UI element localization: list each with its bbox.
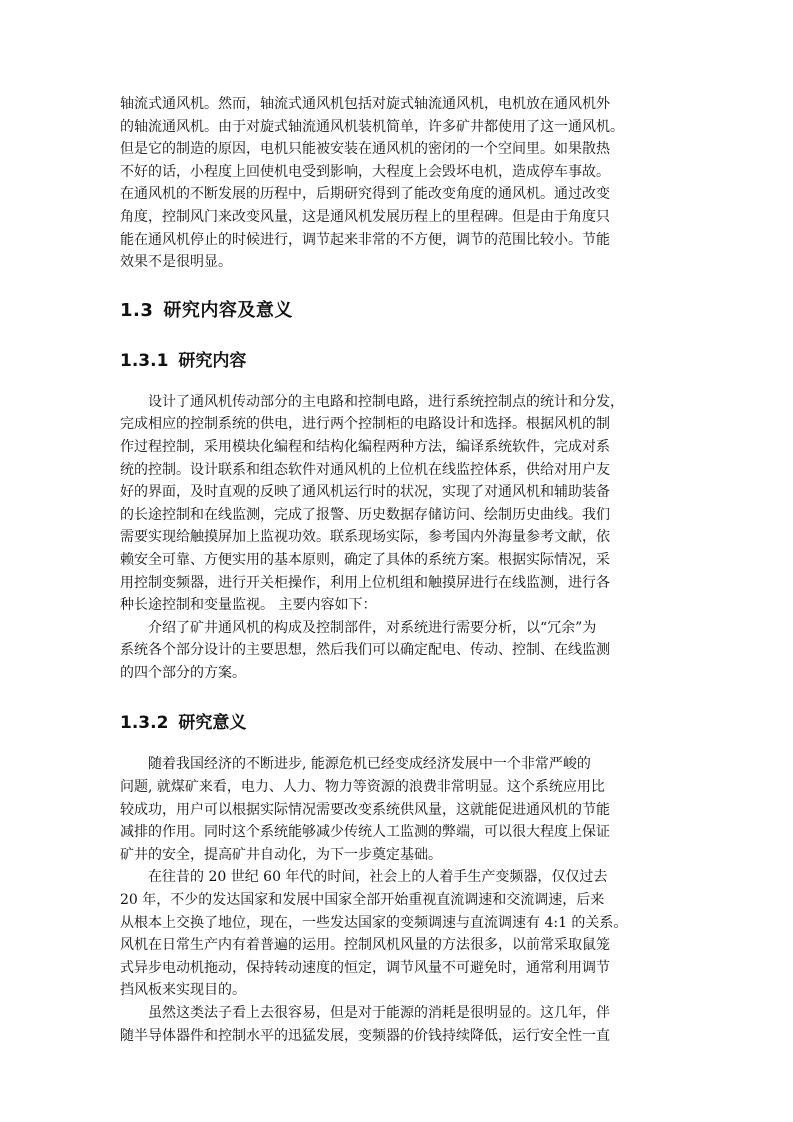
text-line: 在通风机的不断发展的历程中，后期研究得到了能改变角度的通风机。通过改变 [120, 186, 610, 203]
text-line: 在往昔的 20 世纪 60 年代的时间，社会上的人着手生产变频器，仅仅过去 [148, 869, 608, 886]
text-line: 赖安全可靠、方便实用的基本原则，确定了具体的系统方案。根据实际情况，采 [120, 551, 610, 568]
text-line: 的轴流通风机。由于对旋式轴流通风机装机简单，许多矿井都使用了这一通风机。 [120, 118, 624, 135]
section-heading-1-3 [120, 296, 680, 322]
text-line: 的四个部分的方案。 [120, 664, 246, 681]
text-line: 虽然这类法子看上去很容易，但是对于能源的消耗是很明显的。这几年，伴 [148, 1005, 610, 1021]
text-line: 减排的作用。同时这个系统能够减少传统人工监测的弊端，可以很大程度上保证 [120, 824, 610, 841]
section-number: 1.3 [120, 299, 154, 321]
research-meaning-paragraph-1 [120, 753, 680, 866]
text-line: 的长途控制和在线监测，完成了报警、历史数据存储访问、绘制历史曲线。我们 [120, 506, 610, 523]
section-number: 1.3.2 [120, 713, 169, 734]
research-content-paragraph-1 [120, 391, 680, 617]
text-line: 但是它的制造的原因，电机只能被安装在通风机的密闭的一个空间里。如果散热 [120, 141, 610, 158]
text-line: 统的控制。设计联系和组态软件对通风机的上位机在线监控体系，供给对用户友 [120, 461, 610, 478]
text-line: 完成相应的控制系统的供电，进行两个控制柜的电路设计和选择。根据风机的制 [120, 416, 610, 433]
text-line: 随着我国经济的不断进步, 能源危机已经变成经济发展中一个非常严峻的 [148, 756, 591, 773]
text-line: 介绍了矿井通风机的构成及控制部件，对系统进行需要分析，以“冗余”为 [148, 619, 597, 636]
subsection-heading-1-3-2 [120, 708, 680, 733]
section-title: 研究意义 [178, 713, 247, 734]
text-line: 矿井的安全，提高矿井自动化，为下一步奠定基础。 [120, 846, 442, 863]
text-line: 较成功，用户可以根据实际情况需要改变系统供风量，这就能促进通风机的节能 [120, 801, 610, 818]
text-line: 不好的话，小程度上回使机电受到影响，大程度上会毁坏电机，造成停车事故。 [120, 163, 610, 180]
text-line: 系统各个部分设计的主要思想，然后我们可以确定配电、传动、控制、在线监测 [120, 642, 610, 659]
text-line: 从根本上交换了地位，现在，一些发达国家的变频调速与直流调速有 4:1 的关系。 [120, 914, 628, 931]
text-line: 风机在日常生产内有着普遍的运用。控制风机风量的方法很多，以前常采取鼠笼 [120, 937, 610, 954]
section-title: 研究内容及意义 [163, 299, 293, 321]
research-meaning-paragraph-3 [120, 1002, 680, 1047]
text-line: 用控制变频器，进行开关柜操作，利用上位机组和触摸屏进行在线监测，进行各 [120, 574, 610, 591]
text-line: 设计了通风机传动部分的主电路和控制电路，进行系统控制点的统计和分发， [148, 393, 624, 410]
text-line: 轴流式通风机。然而，轴流式通风机包括对旋式轴流通风机，电机放在通风机外 [120, 96, 610, 112]
section-number: 1.3.1 [120, 350, 169, 371]
text-line: 20 年，不少的发达国家和发展中国家全部开始重视直流调速和交流调速，后来 [120, 892, 605, 909]
subsection-heading-1-3-1 [120, 346, 680, 371]
text-line: 式异步电动机拖动，保持转动速度的恒定，调节风量不可避免时，通常利用调节 [120, 959, 610, 976]
section-title: 研究内容 [178, 350, 247, 371]
text-line: 好的界面，及时直观的反映了通风机运行时的状况，实现了对通风机和辅助装备 [120, 484, 610, 501]
text-line: 角度，控制风门来改变风量，这是通风机发展历程上的里程碑。但是由于角度只 [120, 208, 610, 225]
text-line: 挡风板来实现目的。 [120, 982, 246, 999]
intro-paragraph [120, 93, 680, 274]
text-line: 效果不是很明显。 [120, 254, 232, 271]
research-content-paragraph-2 [120, 617, 680, 685]
text-line: 种长途控制和变量监视。 主要内容如下： [120, 597, 377, 614]
research-meaning-paragraph-2 [120, 866, 680, 1002]
text-line: 随半导体器件和控制水平的迅猛发展，变频器的价钱持续降低，运行安全性一直 [120, 1027, 610, 1044]
text-line: 问题, 就煤矿来看，电力、人力、物力等资源的浪费非常明显。这个系统应用比 [120, 779, 605, 796]
text-line: 能在通风机停止的时候进行，调节起来非常的不方便，调节的范围比较小。节能 [120, 231, 610, 248]
text-line: 需要实现给触摸屏加上监视功效。联系现场实际，参考国内外海量参考文献，依 [120, 529, 610, 546]
text-line: 作过程控制，采用模块化编程和结构化编程两种方法，编译系统软件，完成对系 [120, 438, 610, 455]
page-content [120, 93, 680, 1047]
